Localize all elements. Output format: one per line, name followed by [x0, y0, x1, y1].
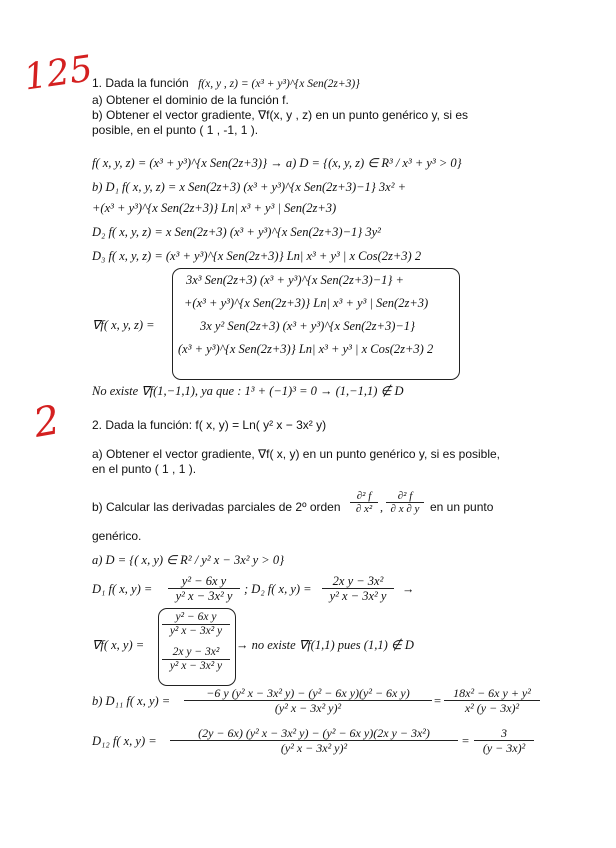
problem2-statement: 2. Dada la función: f( x, y) = Ln( y² x − 3x² y) — [92, 418, 327, 432]
solution2-d12-fraction: (2y − 6x) (y² x − 3x² y) − (y² − 6x y)(2x y − 3x²) (y² x − 3x² y)² — [170, 726, 458, 755]
solution2-d12-lhs: D₁₂ f( x, y) = — [92, 734, 157, 748]
solution2-d2-fraction: 2x y − 3x² y² x − 3x² y — [322, 574, 394, 603]
problem2-part-b-text: b) Calcular las derivadas parciales de 2º orden — [92, 500, 341, 514]
problem1-statement: 1. Dada la función f(x, y , z) = (x³ + y³)^{x Sen(2z+3)} — [92, 76, 360, 90]
problem2-part-b-comma: , — [380, 500, 383, 514]
solution1-line-d3: D₃ f( x, y, z) = (x³ + y³)^{x Sen(2z+3)} Ln| x³ + y³ | x Cos(2z+3) 2 — [92, 249, 422, 263]
solution2-d1-lhs: D₁ f( x, y) = — [92, 582, 153, 596]
gradient1-lhs: ∇f( x, y, z) = — [92, 318, 155, 332]
solution2-d11-lhs: b) D₁₁ f( x, y) = — [92, 694, 171, 708]
problem2-part-b-fraction1: ∂² f ∂ x² — [350, 490, 378, 515]
problem1-part-b-line2: posible, en el punto ( 1 , -1, 1 ). — [92, 123, 259, 137]
solution2-d11-result: 18x² − 6x y + y² x² (y − 3x)² — [444, 686, 540, 715]
problem1-part-a: a) Obtener el dominio de la función f. — [92, 93, 289, 107]
solution1-line-d1b: +(x³ + y³)^{x Sen(2z+3)} Ln| x³ + y³ | Sen(2z+3) — [92, 201, 337, 215]
solution2-d1-fraction: y² − 6x y y² x − 3x² y — [168, 574, 240, 603]
problem1-function: f(x, y , z) = (x³ + y³)^{x Sen(2z+3)} — [198, 78, 360, 90]
problem2-part-b-line2: genérico. — [92, 529, 142, 543]
gradient1-row-2: +(x³ + y³)^{x Sen(2z+3)} Ln| x³ + y³ | Sen(2z+3) — [184, 296, 429, 310]
solution2-domain: a) D = {( x, y) ∈ R² / y² x − 3x² y > 0} — [92, 553, 285, 567]
solution2-d11-equals: = — [434, 694, 442, 708]
solution2-d11-fraction: −6 y (y² x − 3x² y) − (y² − 6x y)(y² − 6x y) (y² x − 3x² y)² — [184, 686, 432, 715]
handwritten-problem-number-2: 2 — [30, 397, 64, 447]
gradient2-lhs: ∇f( x, y) = — [92, 638, 145, 652]
gradient2-entry-2: 2x y − 3x² y² x − 3x² y — [162, 646, 230, 673]
problem2-part-b-tail: en un punto — [430, 500, 494, 514]
problem1-part-b-line1: b) Obtener el vector gradiente, ∇f(x, y , z) en un punto genérico y, si es — [92, 108, 468, 122]
problem2-part-a-line1: a) Obtener el vector gradiente, ∇f( x, y) en un punto genérico y, si es posible, — [92, 447, 501, 461]
solution2-arrow: → — [402, 582, 415, 596]
solution1-line-d2: D₂ f( x, y, z) = x Sen(2z+3) (x³ + y³)^{x Sen(2z+3)−1} 3y² — [92, 225, 381, 239]
solution1-line-d1a: b) D₁ f( x, y, z) = x Sen(2z+3) (x³ + y³)^{x Sen(2z+3)−1} 3x² + — [92, 180, 407, 194]
solution1-line-domain: f( x, y, z) = (x³ + y³)^{x Sen(2z+3)} → a) D = {(x, y, z) ∈ R³ / x³ + y³ > 0} — [92, 156, 462, 170]
gradient2-no-existe: → no existe ∇f(1,1) pues (1,1) ∉ D — [236, 638, 414, 652]
problem2-part-a-line2: en el punto ( 1 , 1 ). — [92, 462, 197, 476]
gradient1-row-1: 3x³ Sen(2z+3) (x³ + y³)^{x Sen(2z+3)−1} + — [186, 273, 404, 287]
gradient2-entry-1: y² − 6x y y² x − 3x² y — [162, 611, 230, 638]
gradient1-row-4: (x³ + y³)^{x Sen(2z+3)} Ln| x³ + y³ | x Cos(2z+3) 2 — [178, 342, 434, 356]
solution2-d12-equals: = — [462, 734, 470, 748]
solution2-d2-lhs: ; D₂ f( x, y) = — [244, 582, 312, 596]
gradient1-row-3: 3x y² Sen(2z+3) (x³ + y³)^{x Sen(2z+3)−1} — [200, 319, 416, 333]
no-existe-gradient1: No existe ∇f(1,−1,1), ya que : 1³ + (−1)³ = 0 → (1,−1,1) ∉ D — [92, 384, 404, 398]
handwritten-problem-number-125: 125 — [21, 48, 96, 99]
solution2-d12-result: 3 (y − 3x)² — [474, 726, 534, 755]
problem2-part-b-fraction2: ∂² f ∂ x ∂ y — [386, 490, 424, 515]
